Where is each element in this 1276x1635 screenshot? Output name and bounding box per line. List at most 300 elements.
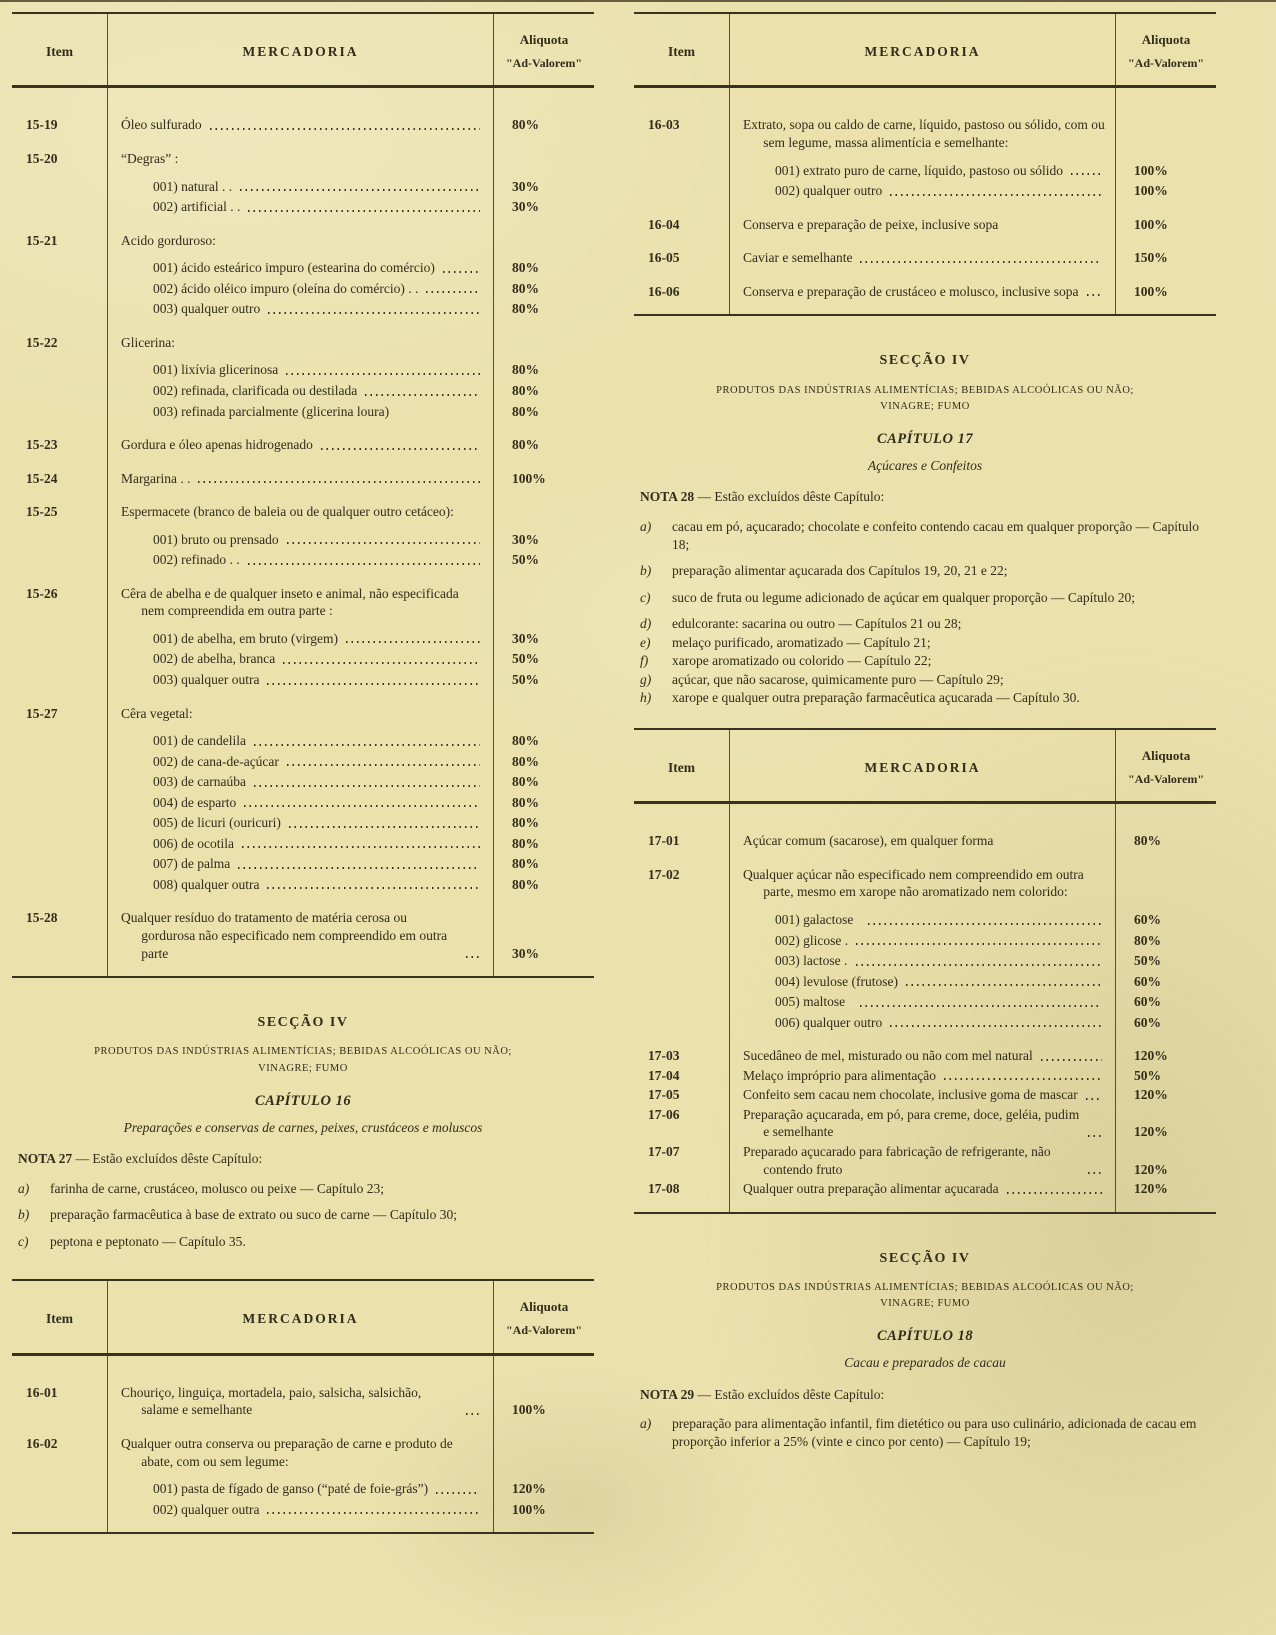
description-text: Preparado açucarado para fabricação de refrigerante, não contendo fruto (743, 1144, 1051, 1177)
dotted-leader (254, 785, 480, 787)
nota-item-label: d) (640, 616, 652, 632)
table-body (634, 804, 1216, 1211)
nota-item-text: suco de fruta ou legume adicionado de açúcar em qualquer proporção — Capítulo 20; (672, 589, 1135, 605)
mercadoria-cell (729, 990, 1116, 1011)
description-line (153, 671, 484, 689)
description-line (153, 753, 484, 771)
description-text: 002) ácido oléico impuro (oleína do comércio) . . (153, 280, 419, 296)
dotted-leader (248, 210, 480, 212)
description-text: 002) refinado . . (153, 552, 240, 568)
dotted-leader (1087, 294, 1103, 296)
dotted-leader (244, 805, 480, 807)
table-subrow (12, 351, 594, 379)
description-line (153, 361, 484, 379)
description-line (743, 866, 1106, 901)
table-row (634, 1141, 1216, 1178)
rate-cell (1116, 1031, 1216, 1065)
description-line (775, 973, 1106, 991)
description-line (743, 1106, 1106, 1141)
mercadoria-cell (729, 816, 1116, 850)
item-code: 15-27 (26, 705, 58, 721)
mercadoria-cell (107, 400, 494, 421)
dotted-leader (1088, 1172, 1102, 1174)
item-code: 16-02 (26, 1435, 58, 1451)
tariff-table (634, 12, 1216, 316)
rate-cell (494, 487, 594, 521)
rate-cell (494, 689, 594, 723)
rate-value: 80% (512, 437, 539, 453)
description-text: Açúcar comum (sacarose), em qualquer forma (743, 833, 994, 849)
table-subrow (12, 770, 594, 791)
mercadoria-cell (107, 569, 494, 620)
description-text: Preparação açucarada, em pó, para creme, doce, geléia, pudim e semelhante (743, 1106, 1080, 1140)
rate-cell (1116, 901, 1216, 929)
item-code (12, 791, 107, 812)
item-code: 15-24 (26, 470, 58, 486)
description-line (153, 814, 484, 832)
rate-value: 30% (512, 531, 539, 547)
item-code (12, 277, 107, 298)
item-code (634, 929, 729, 950)
table-row (12, 134, 594, 168)
description-text: 001) ácido esteárico impuro (estearina do comércio) (153, 260, 435, 276)
column-header-item: Item (46, 1311, 73, 1327)
dotted-leader (248, 563, 480, 565)
dotted-leader (466, 956, 480, 958)
nota-item-label: f) (640, 653, 649, 669)
chapter-heading: CAPÍTULO 16 (254, 1092, 352, 1109)
item-code: 16-04 (648, 216, 680, 232)
description-text: Cêra de abelha e de qualquer inseto e animal, não especificada nem compreendida em outra parte : (121, 585, 459, 619)
nota-item (640, 652, 1210, 670)
mercadoria-cell (107, 1470, 494, 1498)
mercadoria-cell (107, 420, 494, 454)
nota-item-text: xarope aromatizado ou colorido — Capítulo 22; (672, 653, 932, 669)
description-text: Margarina . . (121, 470, 191, 486)
dotted-leader (238, 867, 480, 869)
item-code (634, 990, 729, 1011)
item-code: 17-04 (648, 1067, 680, 1083)
description-line (153, 794, 484, 812)
table-subrow (12, 791, 594, 812)
tariff-table (634, 728, 1216, 1214)
nota-item-label: c) (18, 1233, 29, 1249)
rate-value: 80% (512, 117, 539, 133)
rate-value: 120% (1134, 1048, 1168, 1064)
description-line (743, 1086, 1106, 1104)
rate-value: 150% (1134, 250, 1168, 266)
dotted-leader (268, 312, 480, 314)
rate-value: 120% (1134, 1161, 1168, 1177)
dotted-leader (860, 1005, 1102, 1007)
item-code (12, 722, 107, 750)
dotted-leader (868, 923, 1102, 925)
left-column (12, 12, 594, 1595)
description-text: Cêra vegetal: (121, 705, 193, 721)
mercadoria-cell (107, 487, 494, 521)
item-code (634, 179, 729, 200)
dotted-leader (1041, 1059, 1102, 1061)
rate-cell (494, 379, 594, 400)
description-line (153, 280, 484, 298)
dotted-leader (1007, 1192, 1102, 1194)
rate-cell (494, 548, 594, 569)
table-subrow (634, 179, 1216, 200)
rate-value: 60% (1134, 912, 1161, 928)
mercadoria-cell (729, 949, 1116, 970)
section-block (634, 336, 1216, 714)
nota-line (18, 1150, 588, 1168)
mercadoria-cell (107, 454, 494, 488)
nota-item-label: b) (640, 563, 652, 579)
rate-cell (494, 811, 594, 832)
dotted-leader (346, 641, 480, 643)
mercadoria-cell (107, 379, 494, 400)
rate-value: 80% (512, 301, 539, 317)
nota-item-label: e) (640, 634, 651, 650)
rate-cell (494, 1419, 594, 1470)
table-row (12, 100, 594, 134)
nota-line (640, 488, 1210, 506)
description-line (743, 1180, 1106, 1198)
item-code: 15-26 (26, 585, 58, 601)
rate-value: 50% (1134, 953, 1161, 969)
item-code (12, 620, 107, 648)
description-text: 002) de abelha, branca (153, 651, 276, 667)
rate-cell (1116, 200, 1216, 234)
table-subrow (12, 1498, 594, 1519)
dotted-leader (254, 744, 480, 746)
chapter-title: Cacau e preparados de cacau (844, 1355, 1006, 1371)
description-text: Sucedâneo de mel, misturado ou não com mel natural (743, 1048, 1033, 1064)
rate-value: 50% (512, 651, 539, 667)
description-line (775, 952, 1106, 970)
rate-cell (494, 1368, 594, 1419)
description-text: Espermacete (branco de baleia ou de qualquer outro cetáceo): (121, 504, 454, 520)
nota-item-text: melaço purificado, aromatizado — Capítulo 21; (672, 634, 931, 650)
item-code (12, 249, 107, 277)
table-row (634, 1031, 1216, 1065)
item-code (12, 379, 107, 400)
description-line (743, 832, 1106, 850)
rate-value: 80% (512, 794, 539, 810)
item-code (12, 521, 107, 549)
table-subrow (12, 722, 594, 750)
rate-cell (494, 420, 594, 454)
nota-item (640, 518, 1210, 553)
item-code (12, 832, 107, 853)
description-text: 002) qualquer outra (153, 1501, 260, 1517)
item-code (12, 1498, 107, 1519)
column-header-item: Item (668, 43, 695, 59)
table-row (12, 893, 594, 962)
rate-cell (1116, 1011, 1216, 1032)
description-line (121, 150, 484, 168)
description-text: Gordura e óleo apenas hidrogenado (121, 437, 313, 453)
description-line (153, 198, 484, 216)
rate-cell (494, 400, 594, 421)
table-subrow (12, 750, 594, 771)
aliquota-header-line1: Aliquota (1141, 747, 1191, 763)
mercadoria-cell (107, 770, 494, 791)
rate-value: 30% (512, 178, 539, 194)
mercadoria-cell (729, 970, 1116, 991)
dotted-leader (426, 291, 480, 293)
description-line (743, 116, 1106, 151)
rate-value: 80% (1134, 932, 1161, 948)
description-text: “Degras” : (121, 151, 179, 167)
dotted-leader (1086, 1098, 1102, 1100)
table-subrow (12, 521, 594, 549)
mercadoria-cell (729, 152, 1116, 180)
table-body (12, 1356, 594, 1532)
rate-cell (494, 832, 594, 853)
aliquota-header-line2: "Ad-Valorem" (506, 55, 582, 70)
table-row (12, 420, 594, 454)
mercadoria-cell (107, 811, 494, 832)
rate-value: 50% (1134, 1067, 1161, 1083)
dotted-leader (210, 128, 480, 130)
item-code (12, 351, 107, 379)
nota-item (640, 615, 1210, 633)
description-text: 001) lixívia glicerinosa (153, 362, 279, 378)
item-code: 17-05 (648, 1087, 680, 1103)
rate-cell (1116, 267, 1216, 301)
rate-cell (494, 873, 594, 894)
item-code (12, 1470, 107, 1498)
nota-item-text: cacau em pó, açucarado; chocolate e confeito contendo cacau em qualquer proporção — Capítulo 18; (672, 518, 1200, 552)
table-subrow (12, 1470, 594, 1498)
description-line (743, 216, 1106, 234)
description-line (121, 585, 484, 620)
mercadoria-cell (729, 233, 1116, 267)
column-header-mercadoria: MERCADORIA (864, 759, 981, 775)
description-text: Confeito sem cacau nem chocolate, inclusive goma de mascar (743, 1087, 1078, 1103)
mercadoria-cell (107, 668, 494, 689)
rate-cell (494, 569, 594, 620)
table-subrow (12, 548, 594, 569)
description-line (121, 1384, 484, 1419)
mercadoria-cell (107, 216, 494, 250)
dotted-leader (856, 964, 1102, 966)
description-line (775, 182, 1106, 200)
table-row (634, 1084, 1216, 1104)
nota-item (18, 1206, 588, 1224)
mercadoria-cell (729, 901, 1116, 929)
rate-value: 80% (512, 362, 539, 378)
rate-value: 30% (512, 945, 539, 961)
table-header-row (634, 14, 1216, 88)
dotted-leader (198, 481, 480, 483)
item-code: 15-19 (26, 117, 58, 133)
dotted-leader (436, 1492, 480, 1494)
nota-text: — Estão excluídos dêste Capítulo: (72, 1151, 263, 1167)
section-block (634, 1234, 1216, 1466)
table-subrow (12, 168, 594, 196)
description-line (743, 1067, 1106, 1085)
mercadoria-cell (107, 1498, 494, 1519)
description-text: Caviar e semelhante (743, 250, 853, 266)
chapter-title: Açúcares e Confeitos (867, 457, 983, 473)
tariff-table (12, 12, 594, 978)
description-text: 003) de carnaúba (153, 774, 246, 790)
section-subtitle-line1: PRODUTOS DAS INDÚSTRIAS ALIMENTÍCIAS; BEBIDAS ALCOÓLICAS OU NÃO; (716, 384, 1134, 396)
item-code (634, 1011, 729, 1032)
section-subtitle-line2: VINAGRE; FUMO (880, 1298, 970, 1310)
mercadoria-cell (729, 267, 1116, 301)
rate-value: 120% (512, 1481, 546, 1497)
description-line (153, 732, 484, 750)
item-code: 15-23 (26, 437, 58, 453)
table-subrow (12, 620, 594, 648)
item-code (12, 750, 107, 771)
rate-cell (494, 668, 594, 689)
table-subrow (12, 297, 594, 318)
description-text: Qualquer outra preparação alimentar açucarada (743, 1181, 999, 1197)
rate-cell (1116, 233, 1216, 267)
dotted-leader (240, 189, 480, 191)
aliquota-header-line1: Aliquota (1141, 32, 1191, 47)
description-line (153, 630, 484, 648)
section-subtitle-line1: PRODUTOS DAS INDÚSTRIAS ALIMENTÍCIAS; BEBIDAS ALCOÓLICAS OU NÃO; (94, 1046, 512, 1058)
rate-value: 100% (1134, 183, 1168, 199)
rate-cell (494, 277, 594, 298)
mercadoria-cell (107, 195, 494, 216)
table-row (12, 487, 594, 521)
table-subrow (12, 277, 594, 298)
section-block (12, 998, 594, 1265)
description-line (153, 300, 484, 318)
mercadoria-cell (107, 893, 494, 962)
mercadoria-cell (107, 521, 494, 549)
item-code: 15-22 (26, 334, 58, 350)
description-line (153, 403, 484, 421)
dotted-leader (267, 887, 480, 889)
description-text: Qualquer açúcar não especificado nem compreendido em outra parte, mesmo em xarope não aromatizado nem colorido: (743, 866, 1084, 900)
description-text: 007) de palma (153, 856, 231, 872)
rate-value: 80% (512, 856, 539, 872)
mercadoria-cell (107, 134, 494, 168)
table-row (12, 318, 594, 352)
description-line (121, 116, 484, 134)
item-code (12, 297, 107, 318)
nota-item-label: h) (640, 690, 652, 706)
description-line (153, 855, 484, 873)
description-line (743, 1143, 1106, 1178)
rate-cell (494, 134, 594, 168)
mercadoria-cell (107, 689, 494, 723)
rate-cell (1116, 949, 1216, 970)
description-text: 002) artificial . . (153, 199, 241, 215)
rate-value: 120% (1134, 1181, 1168, 1197)
description-line (743, 283, 1106, 301)
nota-item-label: b) (18, 1207, 30, 1223)
mercadoria-cell (729, 1065, 1116, 1085)
table-subrow (12, 379, 594, 400)
mercadoria-cell (107, 620, 494, 648)
nota-label: NOTA 28 (640, 489, 695, 505)
description-line (121, 334, 484, 352)
table-subrow (634, 990, 1216, 1011)
mercadoria-cell (107, 750, 494, 771)
mercadoria-cell (107, 1419, 494, 1470)
description-text: Qualquer outra conserva ou preparação de carne e produto de abate, com ou sem legume: (121, 1435, 453, 1469)
mercadoria-cell (729, 200, 1116, 234)
table-row (634, 267, 1216, 301)
item-code: 15-25 (26, 504, 58, 520)
description-line (121, 232, 484, 250)
rate-cell (1116, 1178, 1216, 1198)
right-column (634, 12, 1216, 1595)
table-row (634, 1104, 1216, 1141)
item-code (634, 901, 729, 929)
table-subrow (12, 832, 594, 853)
rate-cell (494, 100, 594, 134)
nota-item-label: a) (640, 1416, 652, 1432)
item-code (12, 548, 107, 569)
item-code (12, 195, 107, 216)
dotted-leader (242, 846, 480, 848)
item-code (12, 400, 107, 421)
table-subrow (634, 970, 1216, 991)
rate-cell (1116, 1084, 1216, 1104)
description-line (153, 531, 484, 549)
rate-cell (1116, 850, 1216, 901)
table-row (634, 850, 1216, 901)
item-code (12, 770, 107, 791)
description-text: 004) de esparto (153, 794, 237, 810)
description-line (153, 178, 484, 196)
column-header-aliquota (1116, 14, 1216, 85)
nota-label: NOTA 29 (640, 1386, 695, 1402)
rate-cell (494, 249, 594, 277)
mercadoria-cell (729, 850, 1116, 901)
rate-cell (494, 893, 594, 962)
description-text: Glicerina: (121, 334, 175, 350)
rate-value: 60% (1134, 973, 1161, 989)
rate-cell (1116, 152, 1216, 180)
description-text: 003) lactose . (775, 953, 848, 969)
rate-cell (494, 168, 594, 196)
rate-value: 100% (1134, 283, 1168, 299)
mercadoria-cell (107, 791, 494, 812)
mercadoria-cell (107, 318, 494, 352)
table-row (634, 233, 1216, 267)
item-code: 17-02 (648, 866, 680, 882)
description-line (743, 1047, 1106, 1065)
chapter-heading: CAPÍTULO 17 (876, 431, 974, 448)
table-subrow (12, 400, 594, 421)
nota-item-label: a) (640, 518, 652, 534)
rate-cell (1116, 970, 1216, 991)
mercadoria-cell (107, 832, 494, 853)
item-code: 17-03 (648, 1048, 680, 1064)
description-text: 001) natural . . (153, 178, 233, 194)
rate-cell (494, 318, 594, 352)
column-header-item: Item (668, 759, 695, 775)
table-subrow (12, 647, 594, 668)
section-subtitle-line2: VINAGRE; FUMO (880, 400, 970, 412)
rate-cell (1116, 990, 1216, 1011)
rate-value: 80% (512, 403, 539, 419)
nota-item-label: c) (640, 589, 651, 605)
description-text: 008) qualquer outra (153, 876, 260, 892)
nota-item-text: edulcorante: sacarina ou outro — Capítulos 21 ou 28; (672, 616, 962, 632)
item-code: 15-28 (26, 910, 58, 926)
table-row (634, 200, 1216, 234)
table-row (12, 1368, 594, 1419)
table-row (12, 1419, 594, 1470)
